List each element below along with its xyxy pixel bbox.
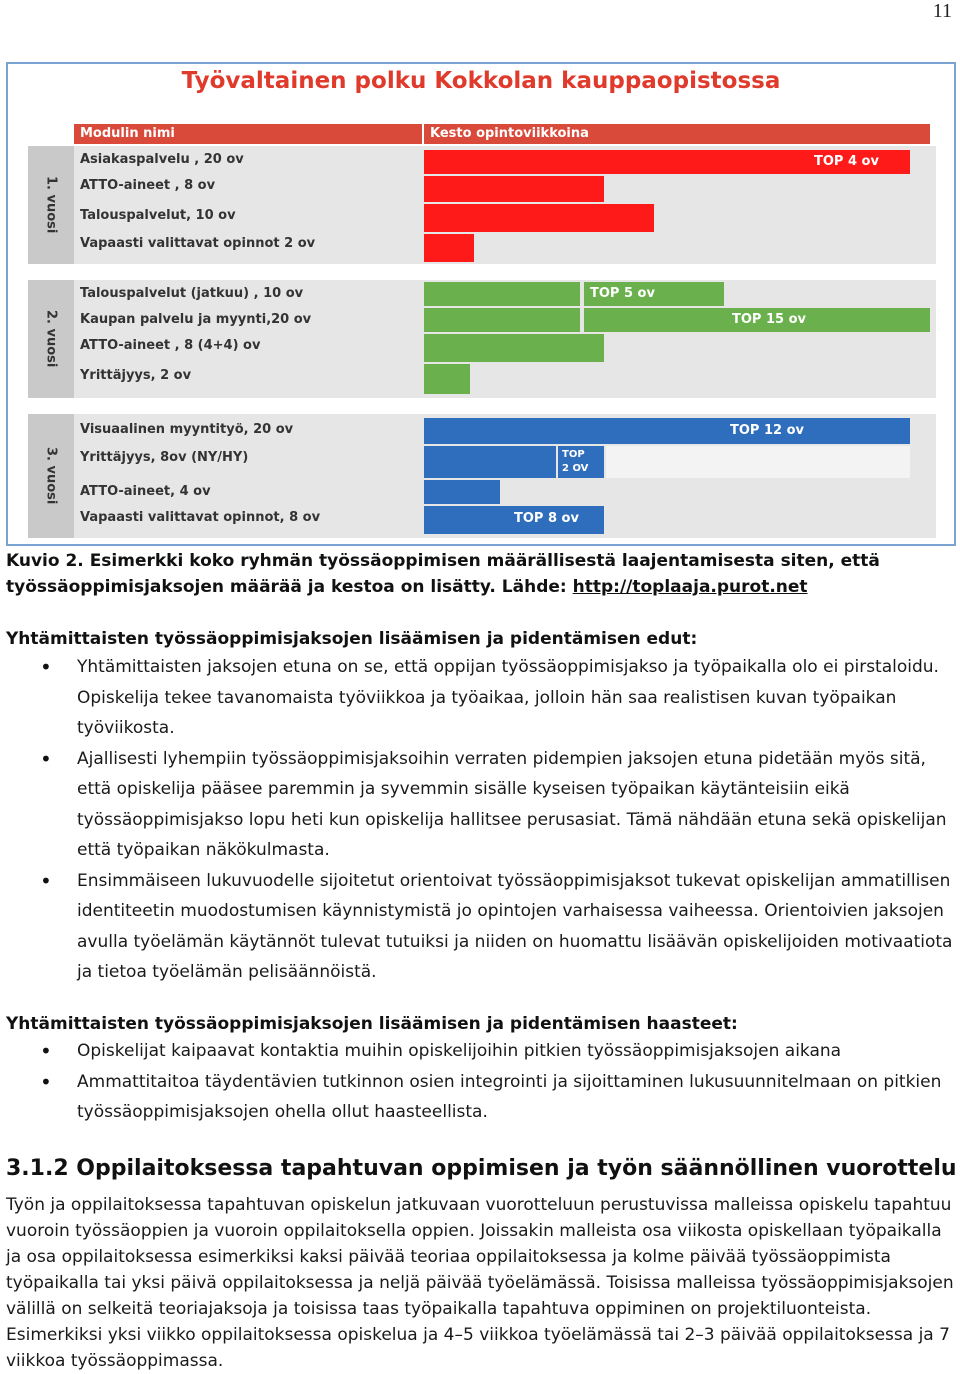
list-item: • Ajallisesti lyhempiin työssäoppimisjaksoihin verraten pidempien jaksojen etuna pidetään myös sitä, että opiskelija pääsee paremmin ja syvemmin sisälle kyseisen työpaikan käytänteisiin eikä työssäoppimisjakso lopu heti kun opiskelija hallitsee perusasiat. Tämä nähdään etuna sekä opiskelijan että työpaikan näkökulmasta. [6,744,954,866]
bar-label-top15: TOP 15 ov [732,312,806,327]
year-3-tab [28,414,74,538]
page-number: 11 [932,0,952,22]
module-name: ATTO-aineet , 8 ov [80,178,216,193]
year-1-tab [28,146,74,264]
bar-atto-1 [424,176,604,202]
bar-label-top8: TOP 8 ov [514,511,579,526]
list-item: • Yhtämittaisten jaksojen etuna on se, että oppijan työssäoppimisjakso ja työpaikalla olo ei pirstaloidu. Opiskelija tekee tavanomaista työviikkoa ja työaikaa, jolloin hän saa realistisen kuvan työpaikan työviikosta. [6,652,954,744]
bar-label-top2-line2: 2 OV [562,463,589,474]
bar-kaupan-palvelu [424,308,580,332]
year-1-label: 1. vuosi [43,176,59,234]
bar-label-top2-line1: TOP [562,449,585,460]
module-name: Yrittäjyys, 8ov (NY/HY) [80,450,249,465]
module-name: Kaupan palvelu ja myynti,20 ov [80,312,312,327]
bar-talouspalvelut-2 [424,282,580,306]
year-2-label: 2. vuosi [43,310,59,368]
benefits-list [6,652,954,988]
module-name: Visuaalinen myyntityö, 20 ov [80,422,294,437]
benefits-heading: Yhtämittaisten työssäoppimisjaksojen lisäämisen ja pidentämisen edut: [6,629,698,649]
bar-atto-2 [424,334,604,362]
module-name: Asiakaspalvelu , 20 ov [80,152,244,167]
bar-empty [606,446,910,478]
module-name: ATTO-aineet, 4 ov [80,484,211,499]
caption-line-2 [6,574,906,600]
module-name: Talouspalvelut, 10 ov [80,208,236,223]
year-3-label: 3. vuosi [43,447,59,505]
section-title: 3.1.2 Oppilaitoksessa tapahtuvan oppimisen ja työn säännöllinen vuorottelu [6,1156,957,1181]
bar-atto-3 [424,480,500,504]
bar-label-top4: TOP 4 ov [814,154,879,169]
list-item: • Ensimmäiseen lukuvuodelle sijoitetut orientoivat työssäoppimisjaksot tukevat opiskelijan ammatillisen identiteetin muodostumisen käynnistymistä jo opintojen varhaisessa vaiheessa. Orientoivien jaksojen avulla työelämän käytännöt tulevat tutuiksi ja niiden on huomattu lisäävän opiskelijoiden motivaatiota ja tietoa työelämän pelisäännöistä. [6,866,954,988]
bar-talouspalvelut-1 [424,204,654,232]
bar-yrittajyys-3 [424,446,556,478]
bar-visuaalinen [424,418,910,444]
list-item: • Opiskelijat kaipaavat kontaktia muihin opiskelijoihin pitkien työssäoppimisjaksojen aikana [6,1036,954,1067]
caption-prefix: työssäoppimisjaksojen määrää ja kestoa on lisätty. Lähde: [6,577,573,597]
list-item: • Ammattitaitoa täydentävien tutkinnon osien integrointi ja sijoittaminen lukusuunnitelmaan on pitkien työssäoppimisjaksojen ohella ollut haasteellista. [6,1067,954,1128]
challenges-heading: Yhtämittaisten työssäoppimisjaksojen lisäämisen ja pidentämisen haasteet: [6,1014,738,1034]
module-name: Vapaasti valittavat opinnot, 8 ov [80,510,321,525]
bar-yrittajyys-2 [424,364,470,394]
module-name: Vapaasti valittavat opinnot 2 ov [80,236,316,251]
module-name: ATTO-aineet , 8 (4+4) ov [80,338,261,353]
bar-vapaasti-1 [424,234,474,262]
bar-label-top5: TOP 5 ov [590,286,655,301]
section-paragraph: Työn ja oppilaitoksessa tapahtuvan opiskelun jatkuvaan vuorotteluun perustuvissa malleissa opiskelu tapahtuu vuoroin työssäoppien ja vuoroin oppilaitoksella oppien. Joissakin malleista osa viikosta opiskellaan työpaikalla ja osa oppilaitoksessa esimerkiksi kaksi päivää teoriaa oppilaitoksessa ja kolme päivää työssäoppimista työpaikalla tai yksi päivä oppilaitoksessa ja neljä päivää työelämässä. Toisissa malleissa työssäoppimisjaksojen välillä on selkeitä teoriajaksoja ja toisissa taas työpaikalla tapahtuva oppiminen on projektiluonteista. Esimerkiksi yksi viikko oppilaitoksessa opiskelua ja 4–5 viikkoa työelämässä tai 2–3 päivää oppilaitoksessa ja 7 viikkoa työssäoppimassa. [6,1195,954,1371]
module-name: Talouspalvelut (jatkuu) , 10 ov [80,286,304,301]
figure-title: Työvaltainen polku Kokkolan kauppaopistossa [181,68,781,94]
header-duration: Kesto opintoviikkoina [424,124,930,144]
source-link[interactable]: http://toplaaja.purot.net [572,577,808,597]
bar-label-top12: TOP 12 ov [730,423,804,438]
year-2-tab [28,280,74,398]
module-name: Yrittäjyys, 2 ov [80,368,192,383]
caption-line-1: Kuvio 2. Esimerkki koko ryhmän työssäoppimisen määrällisestä laajentamisesta siten, että [6,551,880,571]
work-path-figure [6,62,956,546]
figure-caption [6,548,906,600]
header-module-name: Modulin nimi [74,124,422,144]
challenges-list [6,1036,954,1128]
